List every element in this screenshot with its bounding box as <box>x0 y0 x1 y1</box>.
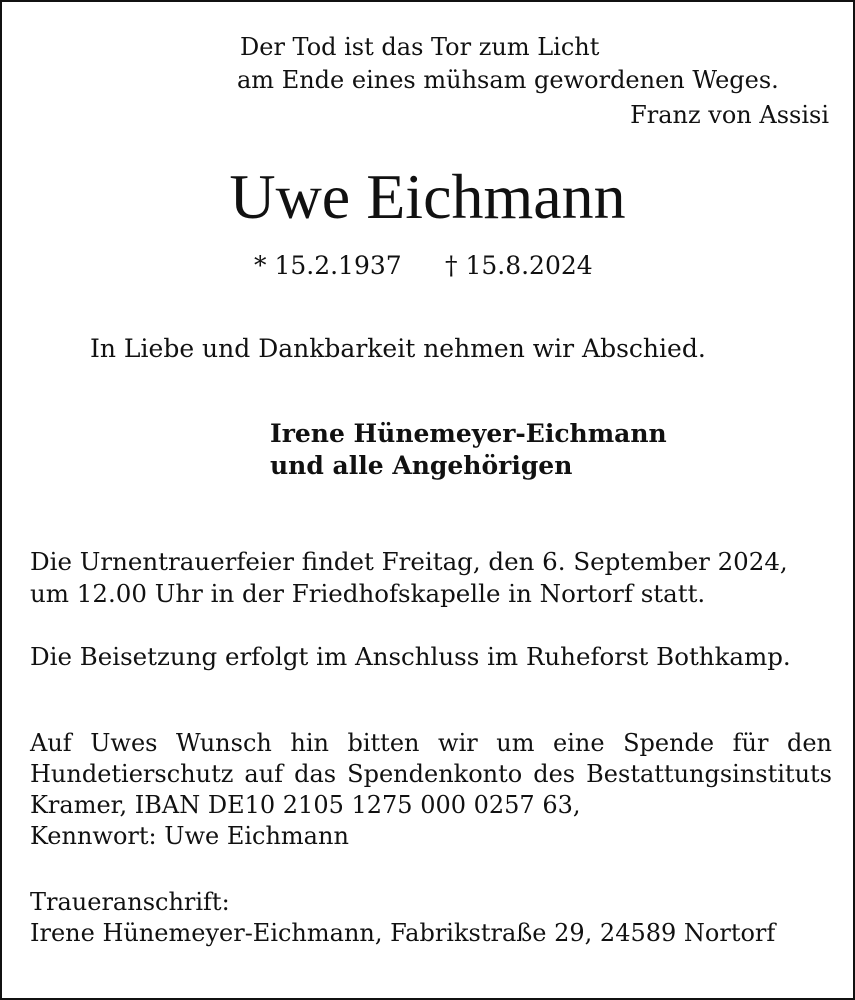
donation-line-1: Auf Uwes Wunsch hin bitten wir um eine Spende für den <box>30 729 832 757</box>
mourner-name: Irene Hünemeyer-Eichmann <box>270 419 667 448</box>
deceased-name: Uwe Eichmann <box>229 161 626 232</box>
ceremony-block <box>30 546 834 610</box>
address-value: Irene Hünemeyer-Eichmann, Fabrikstraße 29, 24589 Nortorf <box>30 919 776 947</box>
mourners-block <box>270 418 667 482</box>
quote-line-2: am Ende eines mühsam gewordenen Weges. <box>237 66 779 94</box>
quote-author: Franz von Assisi <box>630 101 829 129</box>
farewell-line: In Liebe und Dankbarkeit nehmen wir Abschied. <box>90 334 706 363</box>
burial-line: Die Beisetzung erfolgt im Anschluss im Ruheforst Bothkamp. <box>30 642 791 671</box>
quote-line-1: Der Tod ist das Tor zum Licht <box>240 33 600 61</box>
death-date: † 15.8.2024 <box>445 251 593 280</box>
ceremony-line-1: Die Urnentrauerfeier findet Freitag, den 6. September 2024, <box>30 547 788 576</box>
birth-date: * 15.2.1937 <box>254 251 402 280</box>
mourning-address-block <box>30 887 775 949</box>
donation-iban-line: Kramer, IBAN DE10 2105 1275 000 0257 63, <box>30 791 581 819</box>
address-label: Traueranschrift: <box>30 888 230 916</box>
ceremony-line-2: um 12.00 Uhr in der Friedhofskapelle in Nortorf statt. <box>30 579 706 608</box>
donation-block <box>30 728 832 852</box>
donation-line-2: Hundetierschutz auf das Spendenkonto des Bestattungsinstituts <box>30 760 832 788</box>
donation-keyword-line: Kennwort: Uwe Eichmann <box>30 822 349 850</box>
mourner-relatives: und alle Angehörigen <box>270 451 573 480</box>
